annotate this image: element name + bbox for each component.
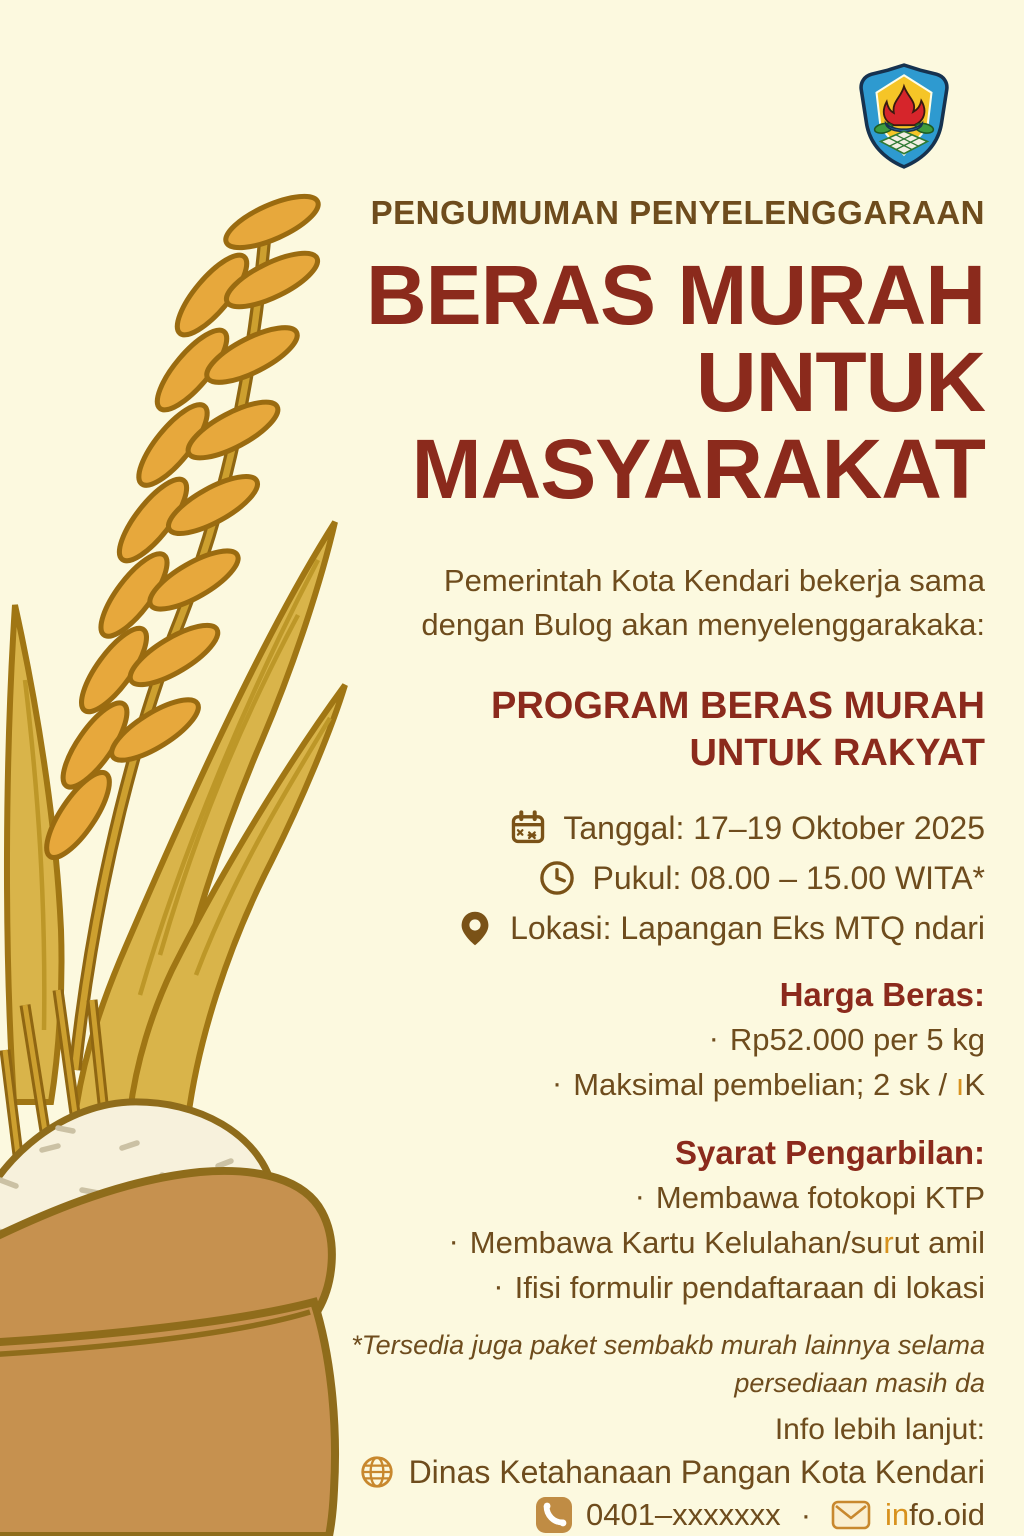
intro-line-2: dengan Bulog akan menyelenggarakaka: [421,607,985,642]
requirement-text: Membawa Kartu Kelulahan/su [469,1225,884,1260]
email-rest: fo.oid [909,1497,985,1532]
clock-icon [538,859,576,897]
email-address [885,1497,985,1533]
requirement-item [320,1175,985,1220]
agency-row [320,1450,985,1494]
bullet: · [493,1268,504,1303]
bullet: · [634,1178,645,1213]
rice-sack [0,1171,335,1536]
separator-dot: · [800,1497,812,1532]
price-item [320,1062,985,1107]
price-item-accent: ı [955,1067,965,1102]
title-line-1: BERAS MURAH [366,248,985,342]
phone-icon [536,1497,572,1533]
location-pin-icon [456,909,494,947]
requirement-text: Membawa fotokopi KTP [655,1180,985,1215]
program-line-2: UNTUK RAKYAT [689,732,985,774]
price-item [320,1017,985,1062]
requirement-text: ut amil [893,1225,985,1260]
detail-date [320,803,985,853]
detail-time [320,853,985,903]
rice-grains [36,186,325,866]
footnote-line-1: *Tersedia juga paket sembakb murah lainnya selama [351,1330,985,1360]
content-column [320,194,985,1536]
price-item-text: Maksimal pembelian; 2 sk / [573,1067,956,1102]
title-line-2: UNTUK [696,335,985,429]
intro-paragraph [320,559,985,647]
kicker: PENGUMUMAN PENYELENGGARAAN [370,194,985,231]
title-line-3: MASYARAKAT [411,422,985,516]
main-title [320,248,985,516]
detail-location [320,903,985,953]
agency-name: Dinas Ketahanaan Pangan Kota Kendari [408,1453,985,1490]
price-item-text: Rp52.000 per 5 kg [729,1022,985,1057]
calendar-icon [509,809,547,847]
requirement-item [320,1220,985,1265]
detail-text: Tanggal: 17–19 Oktober 2025 [563,809,985,846]
requirements-heading: Syarat Pengarbilan: [675,1134,985,1171]
program-line-1: PROGRAM BERAS MURAH [491,685,985,727]
envelope-icon [831,1499,871,1531]
requirement-item [320,1265,985,1310]
info-label: Info lebih lanjut: [774,1413,985,1446]
footnote-line-2: persediaan masih da [734,1368,985,1398]
contact-row [320,1494,985,1536]
event-details [320,803,985,953]
email-accent: in [885,1497,910,1532]
program-title [320,683,985,777]
detail-text: Lokasi: Lapangan Eks MTQ ndari [510,909,985,946]
bullet: · [448,1223,459,1258]
price-heading: Harga Beras: [779,976,985,1013]
bullet: · [551,1065,563,1100]
kendari-city-emblem-logo [852,60,956,172]
price-item-text: K [964,1067,985,1102]
bullet: · [708,1020,719,1055]
phone-number: 0401–xxxxxxx [585,1497,781,1532]
intro-line-1: Pemerintah Kota Kendari bekerja sama [443,563,985,598]
globe-icon [359,1454,395,1490]
requirement-accent: r [883,1225,894,1260]
detail-text: Pukul: 08.00 – 15.00 WITA* [592,859,985,896]
footnote [320,1326,985,1402]
requirement-text: Ifisi formulir pendaftaraan di lokasi [514,1270,985,1305]
